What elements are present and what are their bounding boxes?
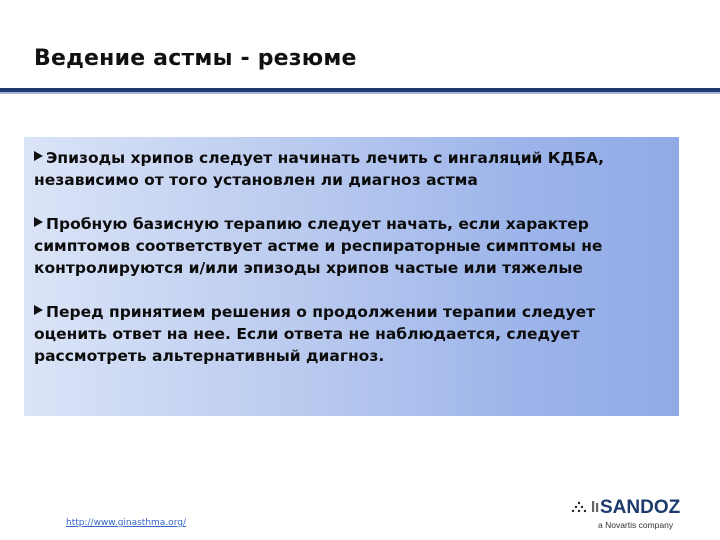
bullet-item (34, 147, 671, 191)
arrow-bullet-icon (34, 305, 43, 315)
source-link[interactable]: http://www.ginasthma.org/ (66, 518, 186, 528)
sandoz-logo-mark (592, 501, 598, 512)
bullet-text: Пробную базисную терапию следует начать, если характер симптомов соответствует астме и респираторные симптомы не контролируются и/или эпизоды хрипов частые или тяжелые (34, 215, 603, 277)
bullet-text: Перед принятием решения о продолжении терапии следует оценить ответ на нее. Если ответа не наблюдается, следует рассмотреть альтернативный диагноз. (34, 303, 596, 365)
sandoz-wordmark: SANDOZ (600, 497, 681, 518)
arrow-bullet-icon (34, 151, 43, 161)
slide-title: Ведение астмы - резюме (34, 46, 357, 71)
bullet-text: Эпизоды хрипов следует начинать лечить с ингаляций КДБА, независимо от того установлен ли диагноз астма (34, 149, 604, 189)
bullet-item (34, 213, 671, 279)
title-divider-accent (0, 92, 720, 94)
sandoz-emblem-icon (572, 502, 586, 512)
bullet-item (34, 301, 671, 367)
logo-tagline: a Novartis company (598, 520, 674, 530)
summary-box (24, 137, 679, 416)
arrow-bullet-icon (34, 217, 43, 227)
